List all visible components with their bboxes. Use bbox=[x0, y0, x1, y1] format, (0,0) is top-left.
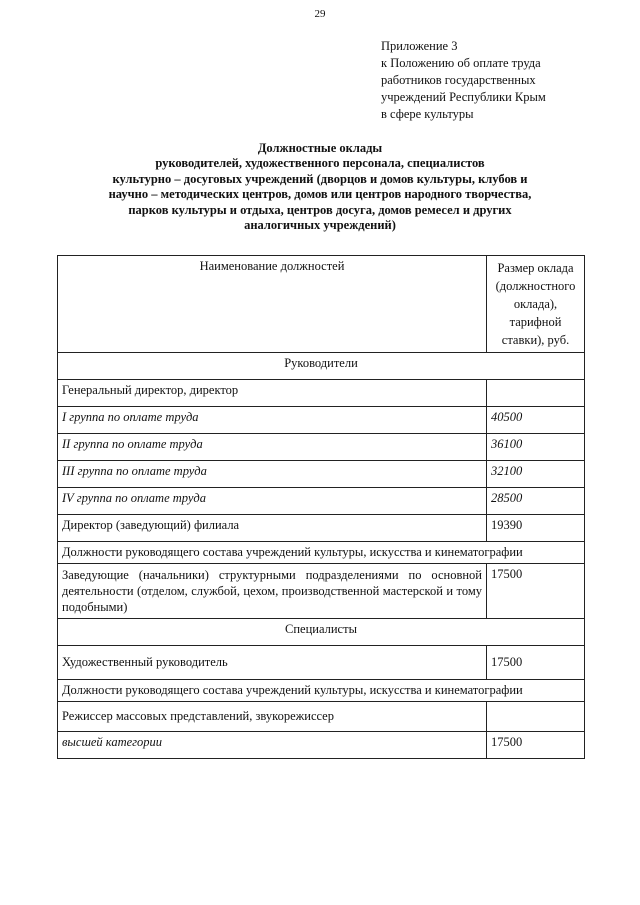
salary-value: 40500 bbox=[487, 407, 585, 434]
table-row bbox=[58, 564, 585, 619]
appendix-line: к Положению об оплате труда bbox=[381, 56, 541, 70]
header-line: (должностного bbox=[495, 279, 576, 293]
section-title: Специалисты bbox=[58, 619, 585, 646]
title-line: аналогичных учреждений) bbox=[244, 218, 396, 233]
header-line: Размер оклада bbox=[497, 261, 574, 275]
table-row bbox=[58, 646, 585, 680]
column-header-name: Наименование должностей bbox=[58, 256, 487, 353]
salary-value: 32100 bbox=[487, 461, 585, 488]
position-name: II группа по оплате труда bbox=[58, 434, 487, 461]
salary-value: 17500 bbox=[487, 646, 585, 680]
table-row bbox=[58, 515, 585, 542]
position-name: I группа по оплате труда bbox=[58, 407, 487, 434]
header-line: тарифной bbox=[509, 315, 562, 329]
position-name: Заведующие (начальники) структурными подразделениями по основной деятельности (отделом, службой, цехом, производственной мастерской и тому подобными) bbox=[58, 564, 487, 619]
title-line: руководителей, художественного персонала, специалистов bbox=[155, 156, 485, 171]
column-header-salary bbox=[487, 256, 585, 353]
subsection-title: Должности руководящего состава учреждений культуры, искусства и кинематографии bbox=[58, 542, 585, 564]
table-header-row bbox=[58, 256, 585, 353]
table-row bbox=[58, 732, 585, 759]
salary-value bbox=[487, 380, 585, 407]
appendix-line: учреждений Республики Крым bbox=[381, 90, 546, 104]
title-line: научно – методических центров, домов или центров народного творчества, bbox=[108, 187, 532, 202]
salary-value: 17500 bbox=[487, 564, 585, 619]
table-row bbox=[58, 461, 585, 488]
appendix-note bbox=[381, 38, 546, 123]
title-line: парков культуры и отдыха, центров досуга, домов ремесел и других bbox=[128, 202, 512, 217]
salary-value bbox=[487, 702, 585, 732]
salary-value: 17500 bbox=[487, 732, 585, 759]
title-line: Должностные оклады bbox=[257, 141, 383, 155]
position-name: Генеральный директор, директор bbox=[58, 380, 487, 407]
page-number: 29 bbox=[314, 8, 326, 20]
table-row bbox=[58, 702, 585, 732]
subsection-row bbox=[58, 542, 585, 564]
header-line: ставки), руб. bbox=[501, 333, 570, 347]
position-name: Режиссер массовых представлений, звукорежиссер bbox=[58, 702, 487, 732]
appendix-line: работников государственных bbox=[381, 73, 536, 87]
appendix-line: в сфере культуры bbox=[381, 107, 474, 121]
section-row bbox=[58, 619, 585, 646]
position-name: Директор (заведующий) филиала bbox=[58, 515, 487, 542]
header-line: оклада), bbox=[513, 297, 558, 311]
position-name: IV группа по оплате труда bbox=[58, 488, 487, 515]
subsection-title: Должности руководящего состава учреждений культуры, искусства и кинематографии bbox=[58, 680, 585, 702]
salary-value: 36100 bbox=[487, 434, 585, 461]
table-row bbox=[58, 380, 585, 407]
salary-value: 28500 bbox=[487, 488, 585, 515]
table-row bbox=[58, 434, 585, 461]
document-title bbox=[40, 141, 600, 233]
table-row bbox=[58, 488, 585, 515]
section-row bbox=[58, 353, 585, 380]
title-line: культурно – досуговых учреждений (дворцов и домов культуры, клубов и bbox=[112, 171, 528, 186]
position-name: III группа по оплате труда bbox=[58, 461, 487, 488]
salary-value: 19390 bbox=[487, 515, 585, 542]
table-row bbox=[58, 407, 585, 434]
salary-table bbox=[57, 255, 585, 759]
position-name: Художественный руководитель bbox=[58, 646, 487, 680]
subsection-row bbox=[58, 680, 585, 702]
position-name: высшей категории bbox=[58, 732, 487, 759]
section-title: Руководители bbox=[58, 353, 585, 380]
appendix-line: Приложение 3 bbox=[381, 39, 458, 53]
